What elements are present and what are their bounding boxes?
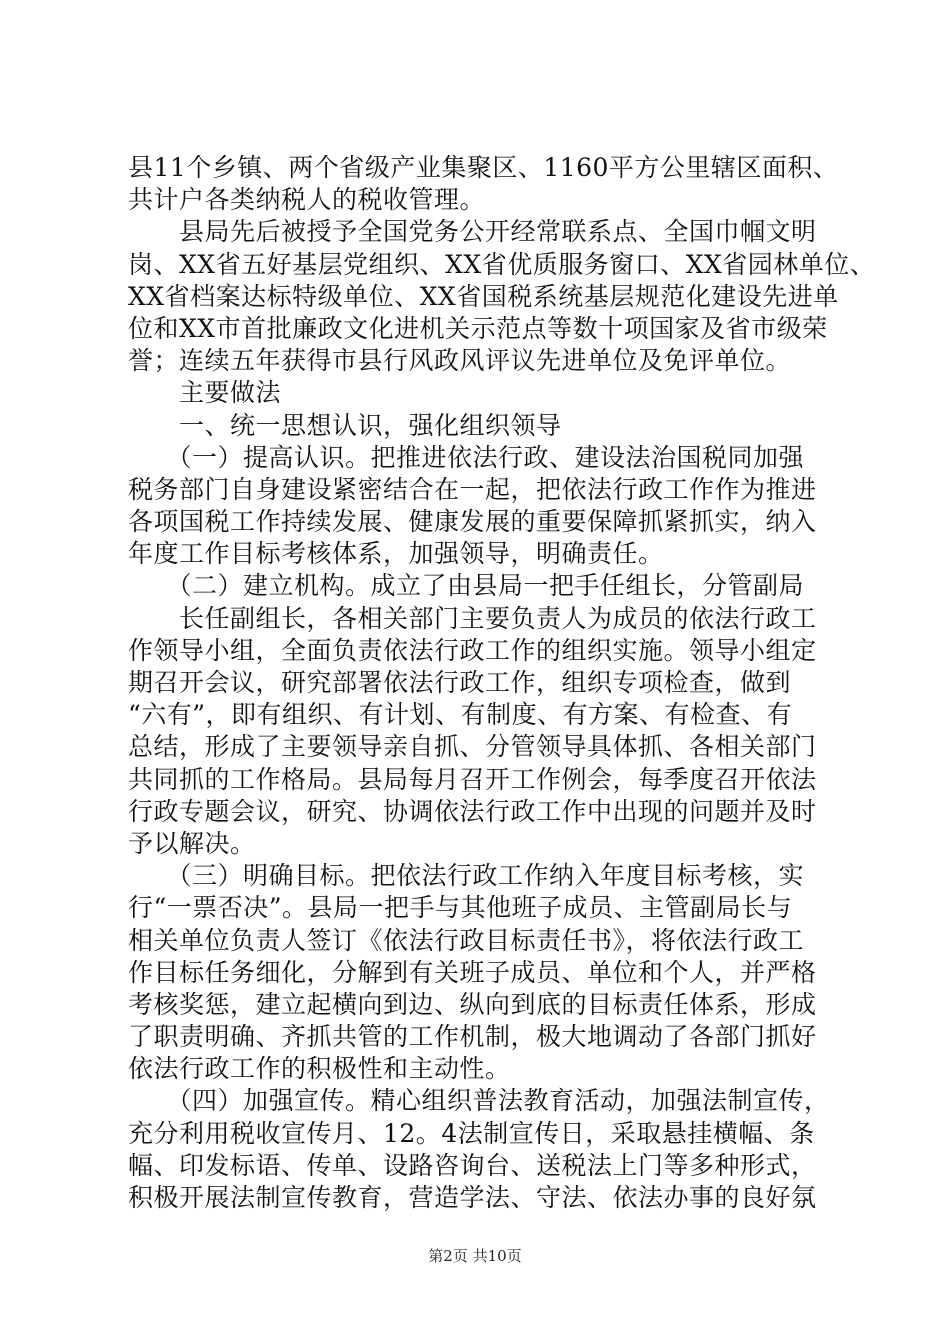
text-line: 总结，形成了主要领导亲自抓、分管领导具体抓、各相关部门 [128,732,817,762]
text-line: 主要做法 [128,378,282,408]
text-line: 县局先后被授予全国党务公开经常联系点、全国巾帼文明 [128,217,817,247]
text-line: 作领导小组，全面负责依法行政工作的组织实施。领导小组定 [128,635,817,665]
text-line: 考核奖惩，建立起横向到边、纵向到底的目标责任体系，形成 [128,989,817,1019]
text-line: （二）建立机构。成立了由县局一把手任组长，分管副局 [128,571,805,601]
text-line: XX省档案达标特级单位、XX省国税系统基层规范化建设先进单 [128,281,839,311]
text-line: 予以解决。 [128,828,256,858]
text-line: 年度工作目标考核体系，加强领导，明确责任。 [128,539,664,569]
text-line: 一、统一思想认识，强化组织领导 [128,410,562,440]
text-line: 充分利用税收宣传月、12。4法制宣传日，采取悬挂横幅、条 [128,1118,815,1148]
text-line: 依法行政工作的积极性和主动性。 [128,1054,511,1084]
text-line: 幅、印发标语、传单、设路咨询台、送税法上门等多种形式， [128,1150,817,1180]
text-line: 税务部门自身建设紧密结合在一起，把依法行政工作作为推进 [128,474,817,504]
text-line: “六有”，即有组织、有计划、有制度、有方案、有检查、有 [128,700,793,730]
text-line: 位和XX市首批廉政文化进机关示范点等数十项国家及省市级荣 [128,313,828,343]
text-line: 了职责明确、齐抓共管的工作机制，极大地调动了各部门抓好 [128,1022,817,1052]
text-line: 誉；连续五年获得市县行风政风评议先进单位及免评单位。 [128,346,792,376]
text-line: 积极开展法制宣传教育，营造学法、守法、依法办事的良好氛 [128,1183,817,1212]
text-line: 作目标任务细化，分解到有关班子成员、单位和个人，并严格 [128,957,817,987]
text-line: 县11个乡镇、两个省级产业集聚区、1160平方公里辖区面积、 [128,153,839,182]
text-line: 行“一票否决”。县局一把手与其他班子成员、主管副局长与 [128,893,793,923]
body-text [128,152,876,1214]
text-line: （一）提高认识。把推进依法行政、建设法治国税同加强 [128,442,805,472]
text-line: 共同抓的工作格局。县局每月召开工作例会，每季度召开依法 [128,764,817,794]
text-line: 岗、XX省五好基层党组织、XX省优质服务窗口、XX省园林单位、 [128,249,876,279]
page-footer: 第2页 共10页 [428,1247,522,1265]
text-line: 相关单位负责人签订《依法行政目标责任书》，将依法行政工 [128,925,805,955]
text-line: （三）明确目标。把依法行政工作纳入年度目标考核，实 [128,861,805,891]
text-line: 期召开会议，研究部署依法行政工作，组织专项检查，做到 [128,668,792,697]
text-line: 行政专题会议，研究、协调依法行政工作中出现的问题并及时 [128,796,817,826]
text-line: 长任副组长，各相关部门主要负责人为成员的依法行政工 [128,603,817,633]
text-line: 共计户各类纳税人的税收管理。 [128,185,486,215]
text-line: （四）加强宣传。精心组织普法教育活动，加强法制宣传， [128,1086,830,1116]
text-line: 各项国税工作持续发展、健康发展的重要保障抓紧抓实，纳入 [128,507,817,537]
